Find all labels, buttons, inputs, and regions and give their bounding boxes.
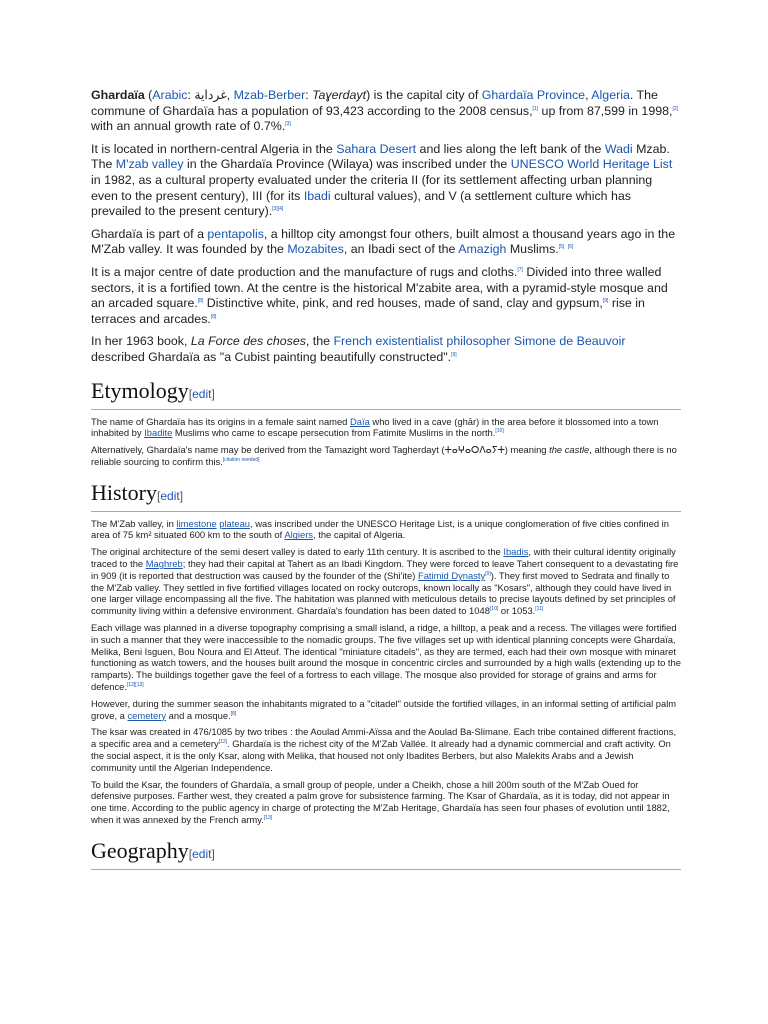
- algeria-link[interactable]: Algeria: [591, 88, 630, 102]
- unesco-link[interactable]: UNESCO World Heritage List: [510, 157, 673, 172]
- etymology-section: [91, 378, 681, 468]
- history-paragraph-5: The ksar was created in 476/1085 by two tribes : the Aoulad Ammi-Aïssa and the Aoulad Ba-Slimane. Each tribe contained different fractions, a specific area and a cemetery[12]. Ghardaïa is the richest city of the M'Zab Vallée. It already had a dynamic commercial and craft activity. On the social aspect, it is the only Ksar, along with Melika, that housed not only Ibadites Berbers, but also Malekits Arabs and a Jewish community until the Algerian Independence.: [91, 726, 677, 773]
- citation-ref[interactable]: [9]: [602, 298, 609, 304]
- history-heading: History[edit]: [91, 480, 681, 512]
- intro-paragraph-5: In her 1963 book, La Force des choses, the French existentialist philosopher Simone de Beauvoir described Ghardaïa as "a Cubist painting beautifully constructed".[9]: [91, 334, 626, 364]
- history-paragraph-1: The M'Zab valley, in limestone plateau, was inscribed under the UNESCO Heritage List, is a unique conglomeration of five cities confined in area of 75 km² situated 600 km to the south of Algiers, the capital of Algeria.: [91, 517, 669, 541]
- citation-ref[interactable]: [9]: [485, 570, 491, 577]
- history-paragraph-6: To build the Ksar, the founders of Ghardaïa, a small group of people, under a Cheikh, chose a hill 200m south of the M'Zab Oued for defensive purposes. Farther west, they created a palm grove for subsistence farming. The Ksar of Ghardaïa, as it is today, did not appear in one time. According to the public agency in charge of protecting the M'Zab Heritage, Ghardaïa has seen four phases of evolution until 1882, when it was annexed by the French army.[13]: [91, 778, 670, 826]
- ibadite-link[interactable]: Ibadite: [144, 427, 173, 439]
- geography-heading: Geography[edit]: [91, 838, 681, 870]
- intro-paragraph-2: It is located in northern-central Algeria in the Sahara Desert and lies along the left bank of the Wadi Mzab. The M'zab valley in the Ghardaïa Province (Wilaya) was inscribed under the UNESCO World Heritage List in 1982, as a cultural property evaluated under the criteria II (for its settlement affecting urban planning even to the present century), III (for its Ibadi cultural values), and V (a settlement culture which has prevailed to the present century).[3][4]: [91, 141, 673, 219]
- citation-ref[interactable]: [1]: [532, 105, 539, 112]
- intro-section: [91, 88, 681, 366]
- etymology-paragraph-2: Alternatively, Ghardaïa's name may be derived from the Tamazight word Tagherdayt (ⵜⴰⵖⴰⵔⴷⴰⵢⵜ) meaning the castle, although there is no reliable sourcing to confirm this.[citation needed]: [91, 444, 677, 467]
- etymology-paragraph-1: The name of Ghardaïa has its origins in a female saint named Daïa who lived in a cave (ghār) in the area before it blossomed into a town inhabited by Ibadite Muslims who came to escape persecution from Fatimite Muslims in the north.[10]: [91, 415, 659, 439]
- citation-ref[interactable]: [8]: [197, 298, 204, 304]
- ibadi-link[interactable]: Ibadi: [303, 188, 331, 203]
- maghreb-link[interactable]: Maghreb: [145, 558, 183, 570]
- book-title: La Force des choses: [190, 334, 306, 349]
- daia-link[interactable]: Daïa: [350, 415, 370, 427]
- algiers-link[interactable]: Algiers: [284, 529, 313, 541]
- article-body: [91, 88, 681, 876]
- history-paragraph-2: The original architecture of the semi desert valley is dated to early 11th century. It is ascribed to the Ibadis, with their cultural identity originally traced to the Maghreb; they had their capital at Tahert as an Ibadi Kingdom. They were forced to leave Tahert consequent to a devastating fire in 909 (it is reported that destruction was caused by the founder of the (Shi'ite) Fatimid Dynasty[9]). They first moved to Sedrata and finally to the M'Zab valley. They settled in five fortified villages located on rocky outcrops, known locally as "Kosars", although they could have lived in one larger village encompassing all the five. The habitation was planned with meticulous details to precise layouts defined by set principles of community living within a defensive environment. Ghardaïa's foundation has been dated to 1048[10] or 1053.[11]: [91, 546, 679, 617]
- cemetery-link[interactable]: cemetery: [127, 709, 167, 721]
- mzab-valley-link[interactable]: M'zab valley: [115, 157, 184, 172]
- citation-ref[interactable]: [5]: [558, 244, 565, 251]
- history-paragraph-3: Each village was planned in a diverse topography comprising a small island, a ridge, a hilltop, a peak and a recess. The villages were fortified in such a manner that they were inaccessible to the nomadic groups. The five villages set up with identical planning concepts were Ghardaïa, Melika, Beni Isguen, Bou Noura and El Atteuf. The identical "miniature citadels", as they are termed, each had their own mosque with minaret functioning as watch towers, and the houses built around the mosque in concentric circles and surrounded by a high walls (extending up to the ramparts). The buildings together gave the feel of a fortress to each village. The mosque also provided for storage of grains and arms for defence.[12][13]: [91, 622, 681, 693]
- edit-link[interactable]: [edit]: [188, 386, 215, 401]
- amazigh-link[interactable]: Amazigh: [458, 242, 507, 257]
- citation-ref[interactable]: [13]: [263, 814, 273, 821]
- citation-ref[interactable]: [8]: [230, 710, 237, 717]
- citation-ref[interactable]: [12][13]: [126, 681, 144, 688]
- intro-paragraph-3: Ghardaïa is part of a pentapolis, a hilltop city amongst four others, built almost a thousand years ago in the M'Zab valley. It was founded by the Mozabites, an Ibadi sect of the Amazigh Muslims.[5] [6]: [91, 226, 676, 257]
- mozabites-link[interactable]: Mozabites: [287, 242, 344, 257]
- article-title: Ghardaïa: [91, 88, 145, 102]
- etymology-heading: Etymology[edit]: [91, 378, 681, 410]
- berber-link[interactable]: Mzab-Berber: [233, 88, 306, 102]
- fatimid-link[interactable]: Fatimid Dynasty: [417, 569, 486, 581]
- citation-ref[interactable]: [3]: [285, 121, 291, 128]
- citation-ref[interactable]: [8]: [210, 313, 217, 320]
- citation-needed[interactable]: [citation needed]: [222, 456, 260, 463]
- beauvoir-link[interactable]: French existentialist philosopher Simone de Beauvoir: [333, 334, 626, 349]
- citation-ref[interactable]: [7]: [517, 266, 523, 273]
- ibadis-link[interactable]: Ibadis: [503, 546, 529, 558]
- edit-link[interactable]: [edit]: [188, 846, 215, 861]
- plateau-link[interactable]: plateau: [219, 517, 250, 529]
- citation-ref[interactable]: [12]: [218, 739, 228, 746]
- berber-name: Taɣerdayt: [312, 88, 367, 102]
- citation-ref[interactable]: [9]: [451, 351, 457, 358]
- citation-ref[interactable]: [3][4]: [272, 206, 284, 213]
- intro-paragraph-1: Ghardaïa (Arabic: غرداية, Mzab-Berber: Taɣerdayt) is the capital city of Ghardaïa Province, Algeria. The commune of Ghardaïa has a population of 93,423 according to the 2008 census,[1] up from 87,599 in 1998,[2] with an annual growth rate of 0.7%.[3]: [91, 88, 678, 134]
- citation-ref[interactable]: [11]: [535, 606, 544, 613]
- province-link[interactable]: Ghardaïa Province: [481, 88, 586, 102]
- sahara-link[interactable]: Sahara Desert: [336, 141, 417, 156]
- limestone-link[interactable]: limestone: [176, 517, 217, 529]
- intro-paragraph-4: It is a major centre of date production and the manufacture of rugs and cloths.[7] Divided into three walled sectors, it is a fortified town. At the centre is the historical M'zabite area, with a pyramid-style mosque and an arcaded square.[8] Distinctive white, pink, and red houses, made of sand, clay and gypsum,[9] rise in terraces and arcades.[8]: [91, 264, 668, 326]
- citation-ref[interactable]: [6]: [567, 244, 574, 251]
- geography-section: [91, 838, 681, 870]
- arabic-name: غرداية: [194, 88, 227, 102]
- pentapolis-link[interactable]: pentapolis: [207, 226, 264, 241]
- history-paragraph-4: However, during the summer season the inhabitants migrated to a "citadel" outside the fortified villages, in an informal setting of artificial palm grove, a cemetery and a mosque.[8]: [91, 697, 677, 721]
- wadi-link[interactable]: Wadi: [604, 141, 633, 156]
- edit-link[interactable]: [edit]: [157, 488, 184, 503]
- history-section: [91, 480, 681, 826]
- arabic-link[interactable]: Arabic: [152, 88, 188, 102]
- citation-ref[interactable]: [10]: [489, 606, 499, 613]
- citation-ref[interactable]: [2]: [672, 105, 678, 112]
- citation-ref[interactable]: [10]: [495, 428, 504, 435]
